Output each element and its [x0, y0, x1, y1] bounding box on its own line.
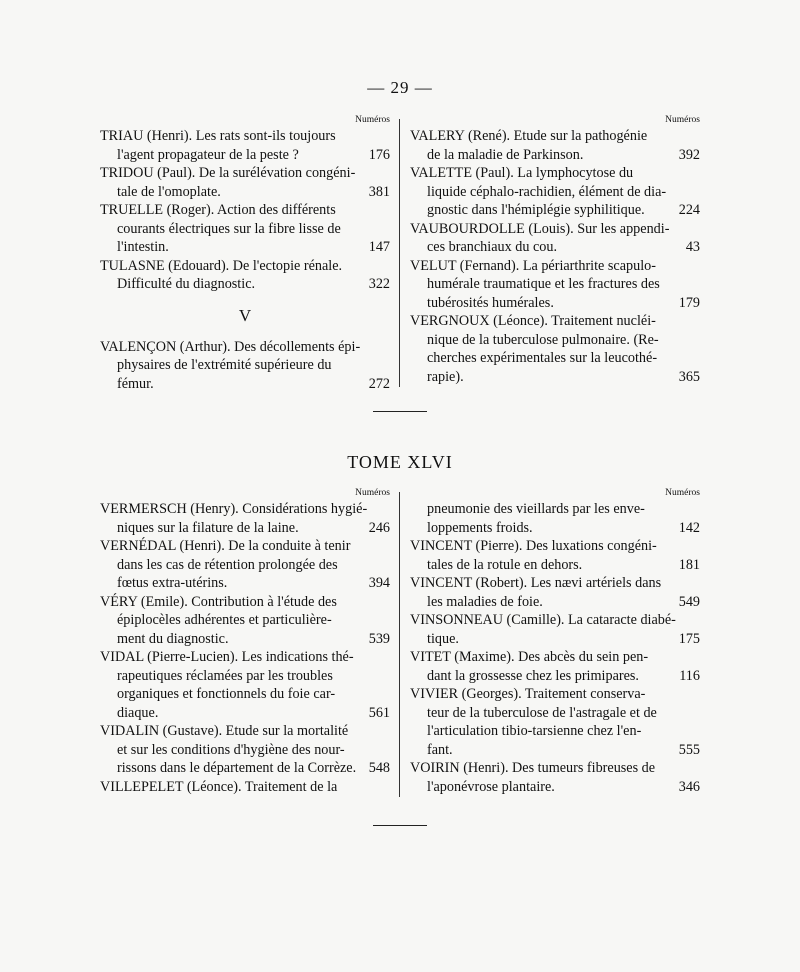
entry-line — [100, 275, 390, 294]
entry-text: VERGNOUX (Léonce). Traitement nucléi- — [410, 313, 656, 329]
entry-text: VALENÇON (Arthur). Des décollements épi- — [100, 338, 361, 355]
entry-text: cherches expérimentales sur la leucothé- — [427, 350, 658, 366]
entry-line — [100, 704, 390, 723]
entry-line — [410, 220, 700, 239]
entry-line — [100, 759, 390, 778]
index-entry — [100, 722, 390, 778]
entry-line — [410, 183, 700, 202]
entry-text: fant. — [427, 741, 453, 758]
entry-text: tubérosités humérales. — [427, 294, 554, 311]
entry-text: l'intestin. — [117, 239, 169, 255]
entry-number: 181 — [678, 556, 700, 573]
entry-number: 392 — [678, 146, 700, 163]
index-entry — [410, 648, 700, 685]
index-entry — [100, 338, 390, 394]
entry-line — [410, 648, 700, 667]
entry-line — [100, 556, 390, 575]
entry-text: VINSONNEAU (Camille). La cataracte diabé- — [410, 612, 676, 628]
index-entry — [410, 574, 700, 611]
entry-text: TRUELLE (Roger). Action des différents — [100, 202, 336, 218]
numeros-header: Numéros — [665, 488, 700, 498]
index-entry — [100, 648, 390, 722]
entry-line — [410, 759, 700, 778]
entry-text: VINCENT (Pierre). Des luxations congéni- — [410, 538, 657, 554]
entry-text: VILLEPELET (Léonce). Traitement de la — [100, 778, 338, 795]
index-entry — [410, 220, 700, 257]
left-column — [100, 113, 390, 393]
entry-number: 539 — [368, 630, 390, 647]
entry-text: gnostic dans l'hémiplégie syphilitique. — [427, 202, 645, 218]
index-entry — [410, 312, 700, 386]
index-entry — [100, 537, 390, 593]
tome-title: TOME XLVI — [347, 452, 453, 472]
entry-text: tales de la rotule en dehors. — [427, 556, 583, 573]
entry-line — [410, 257, 700, 276]
entry-number: 142 — [678, 519, 700, 536]
entry-line — [100, 685, 390, 704]
entry-number: 548 — [368, 760, 390, 776]
entry-number: 555 — [678, 741, 700, 758]
entry-number: 365 — [678, 368, 700, 385]
entry-text: VIDAL (Pierre-Lucien). Les indications thé- — [100, 649, 354, 665]
entry-text: dans les cas de rétention prolongée des — [117, 556, 338, 573]
entry-text: VIDALIN (Gustave). Etude sur la mortalité — [100, 723, 349, 739]
numeros-header: Numéros — [355, 488, 390, 498]
entry-text: VINCENT (Robert). Les nævi artériels dans — [410, 575, 662, 591]
entry-line — [100, 338, 390, 357]
entry-line — [410, 368, 700, 387]
entry-text: humérale traumatique et les fractures des — [427, 276, 660, 292]
entry-line — [410, 685, 700, 704]
entry-text: VITET (Maxime). Des abcès du sein pen- — [410, 649, 649, 665]
entry-text: rapie). — [427, 368, 464, 385]
index-entry — [100, 127, 390, 164]
index-entry — [410, 759, 700, 796]
entry-text: liquide céphalo-rachidien, élément de dia- — [427, 183, 667, 200]
entry-line — [100, 257, 390, 276]
entry-number: 176 — [368, 146, 390, 163]
index-entry — [410, 164, 700, 220]
page-number: — 29 — — [367, 78, 433, 97]
entry-text: physaires de l'extrémité supérieure du — [117, 357, 332, 373]
entry-text: niques sur la filature de la laine. — [117, 519, 299, 536]
entry-line — [410, 574, 700, 593]
entry-text: l'aponévrose plantaire. — [427, 778, 555, 795]
entry-text: VERNÉDAL (Henri). De la conduite à tenir — [100, 538, 351, 554]
index-entry — [410, 257, 700, 313]
entry-line — [100, 146, 390, 165]
entry-text: dant la grossesse chez les primipares. — [427, 667, 639, 684]
entry-number: 394 — [368, 575, 390, 591]
index-entry — [410, 127, 700, 164]
index-entry — [100, 201, 390, 257]
left-column — [100, 486, 390, 796]
entry-number: 224 — [678, 202, 700, 218]
entry-text: rapeutiques réclamées par les troubles — [117, 667, 333, 684]
numeros-header: Numéros — [355, 115, 390, 125]
entry-line — [100, 183, 390, 202]
entry-text: rissons dans le département de la Corrèze. — [117, 760, 357, 776]
entry-number: 147 — [368, 239, 390, 255]
entry-line — [100, 164, 390, 183]
entry-line — [100, 201, 390, 220]
index-entry — [100, 778, 390, 797]
entry-text: TRIAU (Henri). Les rats sont-ils toujours — [100, 128, 336, 144]
index-entry — [100, 164, 390, 201]
entry-text: ment du diagnostic. — [117, 630, 229, 647]
entry-line — [410, 312, 700, 331]
entry-line — [410, 201, 700, 220]
entry-text: ces branchiaux du cou. — [427, 239, 558, 255]
entry-number: 561 — [368, 704, 390, 721]
entry-line — [100, 778, 390, 797]
entry-line — [100, 593, 390, 612]
index-entry — [100, 257, 390, 294]
entry-text: VALERY (René). Etude sur la pathogénie — [410, 128, 648, 144]
entry-line — [410, 537, 700, 556]
entry-text: VAUBOURDOLLE (Louis). Sur les appendi- — [410, 220, 670, 237]
entry-text: TULASNE (Edouard). De l'ectopie rénale. — [100, 257, 343, 274]
entry-line — [410, 500, 700, 519]
entry-line — [410, 630, 700, 649]
entry-text: les maladies de foie. — [427, 593, 543, 610]
entry-line — [410, 556, 700, 575]
entry-line — [410, 704, 700, 723]
column-divider — [399, 492, 400, 797]
entry-text: Difficulté du diagnostic. — [117, 276, 256, 292]
entry-line — [410, 127, 700, 146]
entry-text: organiques et fonctionnels du foie car- — [117, 686, 336, 702]
entry-text: l'agent propagateur de la peste ? — [117, 146, 299, 163]
numeros-header: Numéros — [665, 115, 700, 125]
entry-line — [100, 648, 390, 667]
entry-line — [410, 294, 700, 313]
entry-line — [410, 741, 700, 760]
entry-line — [100, 741, 390, 760]
entry-text: l'articulation tibio-tarsienne chez l'en- — [427, 723, 642, 739]
entry-text: nique de la tuberculose pulmonaire. (Re- — [427, 331, 659, 348]
entry-number: 272 — [368, 375, 390, 392]
entry-line — [410, 593, 700, 612]
entry-line — [410, 667, 700, 686]
separator-rule — [373, 411, 427, 412]
entry-line — [100, 220, 390, 239]
column-divider — [399, 119, 400, 387]
entry-number: 246 — [368, 519, 390, 536]
entry-text: tique. — [427, 630, 459, 647]
entry-line — [410, 349, 700, 368]
entry-number: 381 — [368, 183, 390, 200]
entry-text: VÉRY (Emile). Contribution à l'étude des — [100, 593, 337, 610]
entry-line — [410, 275, 700, 294]
entry-text: diaque. — [117, 704, 159, 721]
entry-number: 43 — [685, 239, 700, 255]
entry-line — [100, 630, 390, 649]
entry-text: VIVIER (Georges). Traitement conserva- — [410, 686, 646, 702]
entry-number: 179 — [678, 294, 700, 311]
entry-line — [100, 375, 390, 394]
index-entry — [100, 593, 390, 649]
entry-line — [410, 146, 700, 165]
index-entry — [410, 537, 700, 574]
entry-line — [100, 611, 390, 630]
entry-line — [410, 611, 700, 630]
entry-line — [410, 519, 700, 538]
entry-number: 322 — [368, 276, 390, 292]
entry-line — [100, 667, 390, 686]
entry-line — [410, 778, 700, 797]
index-entry — [410, 685, 700, 759]
entry-line — [410, 238, 700, 257]
separator-rule — [373, 825, 427, 826]
entry-text: fémur. — [117, 375, 154, 392]
entry-number: 116 — [679, 667, 700, 684]
entry-text: VALETTE (Paul). La lymphocytose du — [410, 165, 634, 181]
entry-text: VOIRIN (Henri). Des tumeurs fibreuses de — [410, 760, 656, 776]
section-tome-xlv-continued — [100, 113, 700, 392]
entry-line — [410, 331, 700, 350]
entry-text: courants électriques sur la fibre lisse de — [117, 220, 341, 237]
entry-line — [410, 722, 700, 741]
entry-text: épiplocèles adhérentes et particulière- — [117, 612, 332, 628]
entry-text: fœtus extra-utérins. — [117, 575, 228, 591]
index-entry-continuation — [410, 500, 700, 537]
section-letter: V — [238, 305, 252, 325]
right-column — [410, 486, 700, 796]
entry-line — [100, 127, 390, 146]
entry-text: de la maladie de Parkinson. — [427, 146, 584, 163]
entry-text: pneumonie des vieillards par les enve- — [427, 501, 645, 517]
entry-line — [100, 500, 390, 519]
entry-text: loppements froids. — [427, 519, 533, 536]
entry-text: et sur les conditions d'hygiène des nour- — [117, 741, 345, 758]
entry-line — [100, 722, 390, 741]
index-entry — [410, 611, 700, 648]
index-entry — [100, 500, 390, 537]
entry-number: 175 — [678, 630, 700, 647]
entry-line — [100, 519, 390, 538]
section-tome-xlvi — [100, 486, 700, 801]
entry-line — [100, 238, 390, 257]
entry-line — [100, 537, 390, 556]
entry-line — [100, 574, 390, 593]
entry-text: teur de la tuberculose de l'astragale et de — [427, 704, 657, 721]
entry-text: tale de l'omoplate. — [117, 183, 221, 200]
entry-number: 346 — [678, 778, 700, 795]
entry-number: 549 — [678, 593, 700, 610]
entry-text: VELUT (Fernand). La périarthrite scapulo- — [410, 257, 656, 274]
entry-text: VERMERSCH (Henry). Considérations hygié- — [100, 501, 368, 517]
entry-line — [410, 164, 700, 183]
entry-line — [100, 356, 390, 375]
entry-text: TRIDOU (Paul). De la surélévation congéni- — [100, 165, 356, 181]
right-column — [410, 113, 700, 386]
